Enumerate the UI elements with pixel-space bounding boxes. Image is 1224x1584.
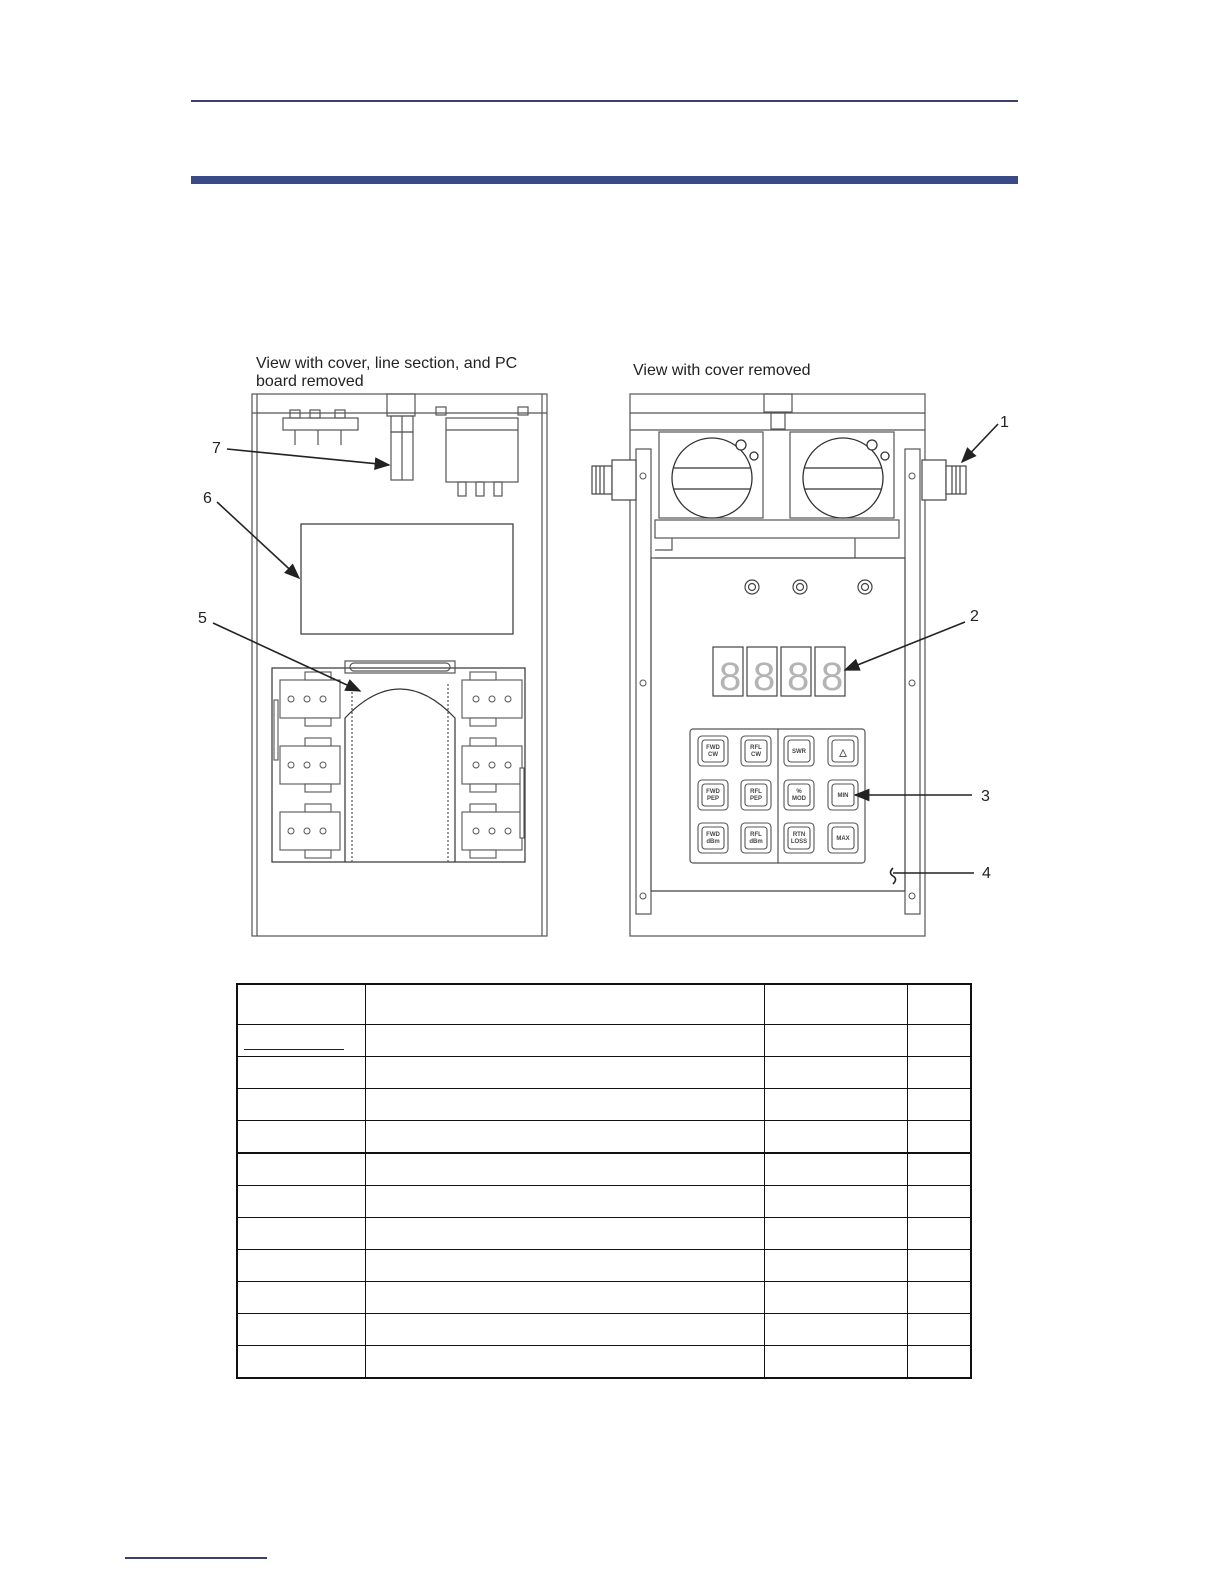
table-cell bbox=[907, 1314, 971, 1346]
keypad-key-label: FWD bbox=[706, 832, 720, 838]
table-cell bbox=[365, 1025, 765, 1057]
right-view-caption: View with cover removed bbox=[633, 362, 811, 379]
table-row bbox=[237, 1282, 971, 1314]
parts-table-header bbox=[237, 984, 971, 1025]
callout-3: 3 bbox=[981, 788, 990, 805]
table-cell bbox=[365, 1250, 765, 1282]
table-cell bbox=[237, 1218, 365, 1250]
keypad-key-face bbox=[745, 740, 767, 762]
table-cell bbox=[237, 1250, 365, 1282]
keypad-key-face bbox=[788, 827, 810, 849]
keypad-key-label: dBm bbox=[706, 839, 720, 845]
table-cell bbox=[237, 1025, 365, 1057]
display-digit-1: 8 bbox=[719, 655, 742, 699]
keypad-key-label: PEP bbox=[749, 796, 763, 802]
table-cell bbox=[907, 1089, 971, 1121]
keypad-key-face bbox=[702, 740, 724, 762]
rf-connector-left bbox=[592, 460, 636, 500]
table-cell bbox=[765, 1089, 908, 1121]
table-cell bbox=[365, 1186, 765, 1218]
left-terminal-blocks bbox=[274, 672, 524, 858]
left-housing bbox=[252, 394, 547, 936]
table-cell bbox=[907, 1057, 971, 1089]
table-row bbox=[237, 1153, 971, 1186]
callout-2: 2 bbox=[970, 608, 979, 625]
table-cell bbox=[765, 1250, 908, 1282]
table-row bbox=[237, 1346, 971, 1379]
keypad-key-face bbox=[788, 784, 810, 806]
keypad-key-label: RFL bbox=[750, 745, 762, 751]
keypad-key-label: MAX bbox=[836, 836, 850, 842]
col-qty bbox=[907, 984, 971, 1025]
keypad-key-label: MOD bbox=[792, 796, 806, 802]
table-cell bbox=[765, 1121, 908, 1154]
table-cell bbox=[365, 1282, 765, 1314]
keypad-key-face bbox=[745, 827, 767, 849]
table-cell bbox=[907, 1218, 971, 1250]
underline-rule bbox=[244, 1049, 344, 1050]
keypad-key-label: RFL bbox=[750, 789, 762, 795]
table-cell bbox=[765, 1186, 908, 1218]
col-part-number bbox=[765, 984, 908, 1025]
footer-rule bbox=[125, 1557, 267, 1559]
keypad-key-label: dBm bbox=[749, 839, 763, 845]
table-row bbox=[237, 1186, 971, 1218]
keypad-key-label: SWR bbox=[792, 749, 806, 755]
table-cell bbox=[237, 1314, 365, 1346]
keypad-key-label: FWD bbox=[706, 789, 720, 795]
table-cell bbox=[237, 1186, 365, 1218]
display-digit-4: 8 bbox=[821, 655, 844, 699]
keypad-key-face bbox=[702, 827, 724, 849]
callout-5: 5 bbox=[198, 610, 207, 627]
table-cell bbox=[365, 1121, 765, 1154]
table-cell bbox=[765, 1025, 908, 1057]
keypad-key-label: RTN bbox=[792, 832, 806, 838]
keypad-key-label: ▵ bbox=[838, 744, 848, 761]
table-row bbox=[237, 1057, 971, 1089]
table-cell bbox=[907, 1186, 971, 1218]
table-cell bbox=[237, 1346, 365, 1379]
table-row bbox=[237, 1250, 971, 1282]
table-row bbox=[237, 1089, 971, 1121]
left-view-caption: View with cover, line section, and PC board removed bbox=[256, 355, 518, 390]
indicator-knobs bbox=[745, 580, 872, 594]
table-cell bbox=[365, 1314, 765, 1346]
table-cell bbox=[765, 1346, 908, 1379]
table-cell bbox=[237, 1089, 365, 1121]
table-cell bbox=[237, 1153, 365, 1186]
table-cell bbox=[365, 1057, 765, 1089]
keypad-key-face bbox=[745, 784, 767, 806]
table-cell bbox=[907, 1153, 971, 1186]
keypad-key-label: PEP bbox=[706, 796, 720, 802]
table-row bbox=[237, 1218, 971, 1250]
table-cell bbox=[765, 1314, 908, 1346]
keypad-key-label: FWD bbox=[706, 745, 720, 751]
rf-connector-right bbox=[922, 460, 966, 500]
table-cell bbox=[765, 1218, 908, 1250]
table-cell bbox=[765, 1153, 908, 1186]
table-cell bbox=[765, 1282, 908, 1314]
keypad-key-label: MIN bbox=[837, 793, 849, 799]
table-cell bbox=[365, 1346, 765, 1379]
table-row bbox=[237, 1121, 971, 1154]
table-row bbox=[237, 1025, 971, 1057]
table-cell bbox=[365, 1218, 765, 1250]
col-item bbox=[237, 984, 365, 1025]
col-description bbox=[365, 984, 765, 1025]
table-row bbox=[237, 1314, 971, 1346]
table-cell bbox=[365, 1153, 765, 1186]
table-cell bbox=[907, 1025, 971, 1057]
meter-dial-right bbox=[803, 438, 889, 518]
keypad-key-label: % bbox=[796, 789, 802, 795]
meter-dial-left bbox=[672, 438, 758, 518]
table-cell bbox=[237, 1057, 365, 1089]
display-digit-3: 8 bbox=[787, 655, 810, 699]
display-digit-2: 8 bbox=[753, 655, 776, 699]
table-cell bbox=[907, 1346, 971, 1379]
table-cell bbox=[237, 1282, 365, 1314]
parts-table bbox=[236, 983, 972, 1379]
keypad-key-face bbox=[702, 784, 724, 806]
table-cell bbox=[765, 1057, 908, 1089]
table-cell bbox=[237, 1121, 365, 1154]
callout-4: 4 bbox=[982, 865, 991, 882]
callout-6: 6 bbox=[203, 490, 212, 507]
table-cell bbox=[907, 1282, 971, 1314]
callout-1: 1 bbox=[1000, 414, 1009, 431]
table-cell bbox=[907, 1121, 971, 1154]
keypad-key-label: RFL bbox=[750, 832, 762, 838]
table-cell bbox=[365, 1089, 765, 1121]
keypad-key-label: CW bbox=[751, 752, 761, 758]
table-cell bbox=[907, 1250, 971, 1282]
keypad-key-label: LOSS bbox=[790, 839, 808, 845]
keypad-key-label: CW bbox=[708, 752, 718, 758]
callout-7: 7 bbox=[212, 440, 221, 457]
